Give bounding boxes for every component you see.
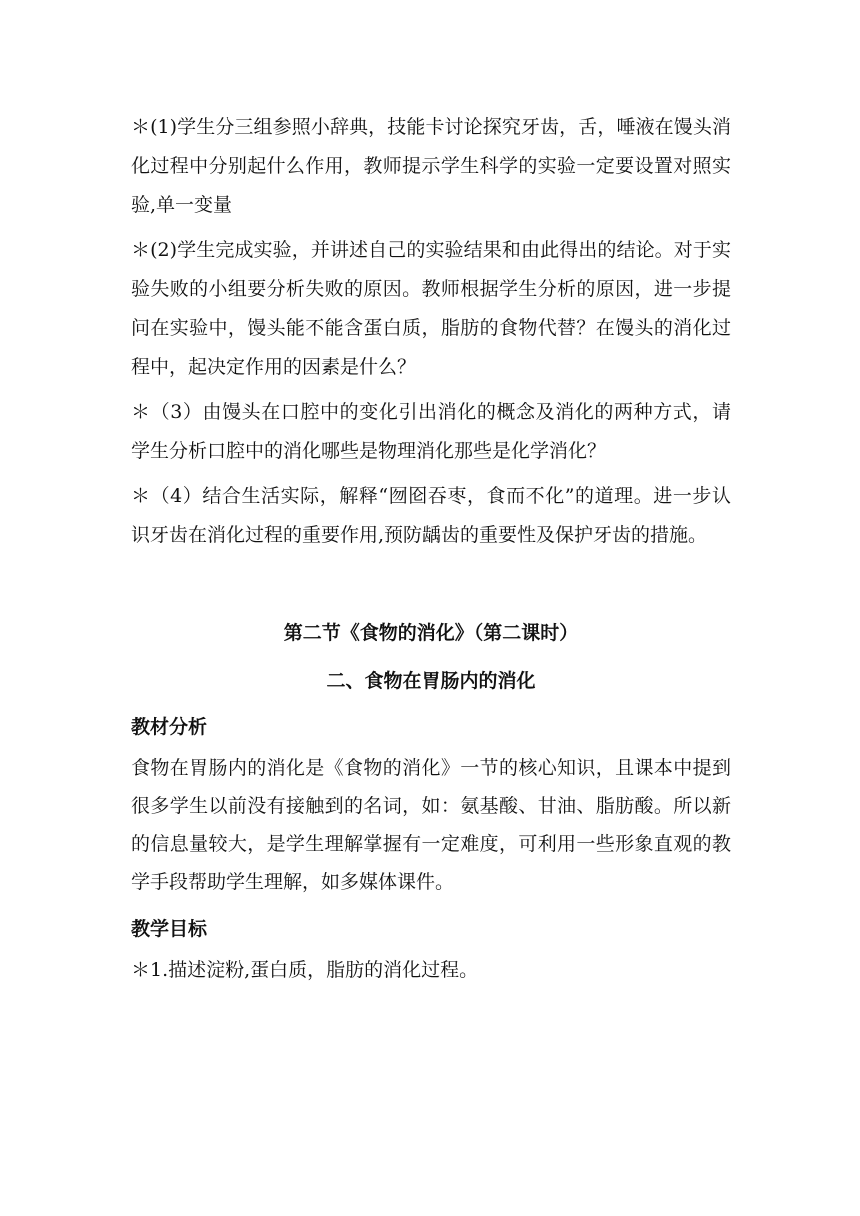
analysis-paragraph: 食物在胃肠内的消化是《食物的消化》一节的核心知识，且课本中提到很多学生以前没有接触到的名词，如：氨基酸、甘油、脂肪酸。所以新的信息量较大，是学生理解掌握有一定难度，可利用一些形象直观的教学手段帮助学生理解，如多媒体课件。 xyxy=(131,757,731,893)
document-body xyxy=(131,108,731,989)
goals-heading: 教学目标 xyxy=(131,918,208,940)
analysis-heading: 教材分析 xyxy=(131,716,208,738)
activity-item-4: ＊（4）结合生活实际，解释“囫囵吞枣，食而不化”的道理。进一步认识牙齿在消化过程的重要作用,预防龋齿的重要性及保护牙齿的措施。 xyxy=(131,485,731,546)
goal-item-1: ＊1.描述淀粉,蛋白质，脂肪的消化过程。 xyxy=(131,959,479,981)
activity-item-1: ＊(1)学生分三组参照小辞典，技能卡讨论探究牙齿，舌，唾液在馒头消化过程中分别起什么作用，教师提示学生科学的实验一定要设置对照实验,单一变量 xyxy=(131,116,731,216)
activity-item-3: ＊（3）由馒头在口腔中的变化引出消化的概念及消化的两种方式，请学生分析口腔中的消化哪些是物理消化那些是化学消化？ xyxy=(131,401,731,462)
activity-item-2: ＊(2)学生完成实验，并讲述自己的实验结果和由此得出的结论。对于实验失败的小组要分析失败的原因。教师根据学生分析的原因，进一步提问在实验中，馒头能不能含蛋白质，脂肪的食物代替？在馒头的消化过程中，起决定作用的因素是什么？ xyxy=(131,239,731,378)
section-title: 第二节《食物的消化》（第二课时） xyxy=(283,622,579,644)
subsection-title: 二、食物在胃肠内的消化 xyxy=(326,670,536,692)
